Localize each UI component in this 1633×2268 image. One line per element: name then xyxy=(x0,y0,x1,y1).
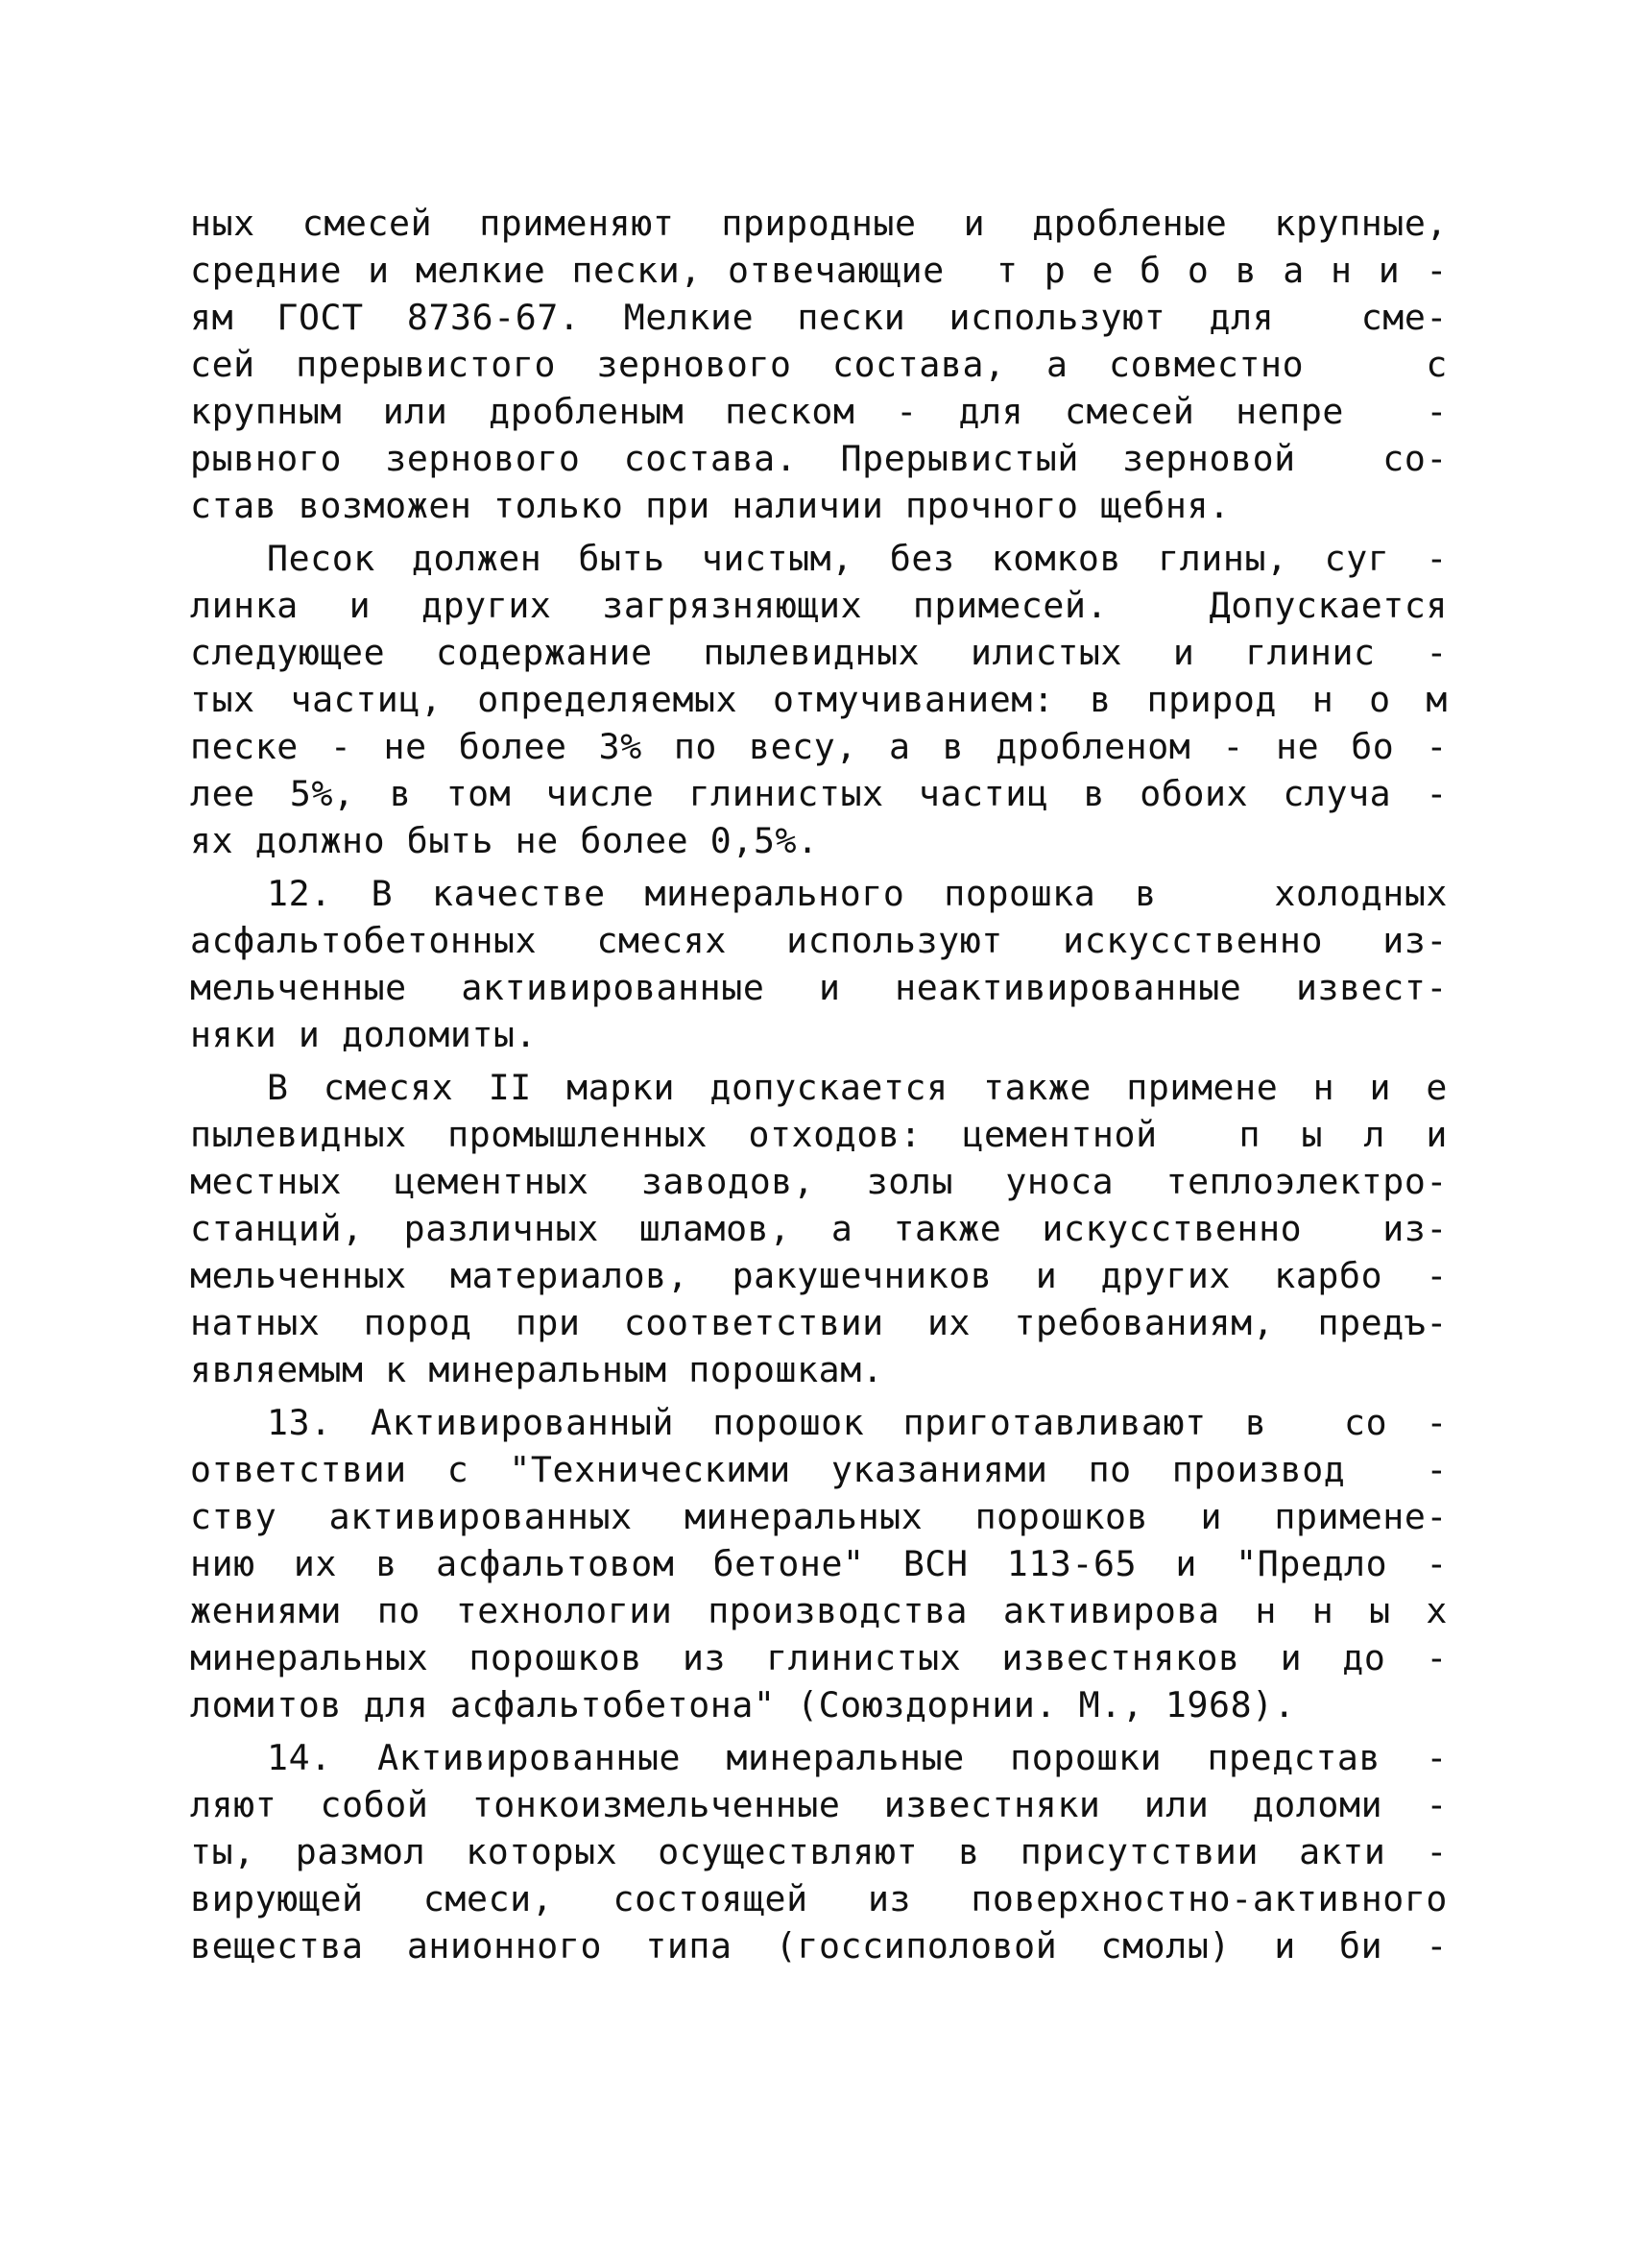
text-line: 14. Активированные минеральные порошки представ - xyxy=(267,1737,1448,1778)
text-line: местных цементных заводов, золы уноса теплоэлектро- xyxy=(190,1161,1448,1202)
text-line: лее 5%, в том числе глинистых частиц в обоих случа - xyxy=(190,773,1448,814)
text-line: В смесях II марки допускается также примене н и е xyxy=(267,1067,1448,1108)
text-line: асфальтобетонных смесях используют искусственно из- xyxy=(190,920,1448,961)
text-line: линка и других загрязняющих примесей. Допускается xyxy=(190,585,1448,626)
text-line: 12. В качестве минерального порошка в холодных xyxy=(267,873,1448,914)
paragraph-item-12 xyxy=(190,870,1448,1058)
text-line: нию их в асфальтовом бетоне" ВСН 113-65 и "Предло - xyxy=(190,1543,1448,1584)
body-text xyxy=(190,200,1448,1969)
text-line: ломитов для асфальтобетона" (Союздорнии. М., 1968). xyxy=(190,1684,1296,1725)
text-line: ных смесей применяют природные и дробленые крупные, xyxy=(190,203,1448,244)
text-line: минеральных порошков из глинистых известняков и до - xyxy=(190,1637,1448,1678)
text-line: станций, различных шламов, а также искусственно из- xyxy=(190,1208,1448,1249)
text-line: няки и доломиты. xyxy=(190,1014,538,1055)
text-line: ляют собой тонкоизмельченные известняки или доломи - xyxy=(190,1784,1448,1825)
paragraph-sand-cleanliness xyxy=(190,535,1448,864)
text-line: сей прерывистого зернового состава, а совместно с xyxy=(190,344,1448,385)
text-line: мельченные активированные и неактивированные извест- xyxy=(190,967,1448,1008)
text-line: вещества анионного типа (госсиполовой смолы) и би - xyxy=(190,1925,1448,1966)
paragraph-item-13 xyxy=(190,1399,1448,1728)
text-line: тых частиц, определяемых отмучиванием: в природ н о м xyxy=(190,679,1448,720)
text-line: пылевидных промышленных отходов: цементной п ы л и xyxy=(190,1114,1448,1155)
text-line: став возможен только при наличии прочного щебня. xyxy=(190,485,1231,526)
paragraph-sand-requirements xyxy=(190,200,1448,529)
text-line: крупным или дробленым песком - для смесей непре - xyxy=(190,391,1448,432)
text-line: ты, размол которых осуществляют в присутствии акти - xyxy=(190,1831,1448,1872)
text-line: средние и мелкие пески, отвечающие т р е б о в а н и - xyxy=(190,250,1448,291)
paragraph-grade-ii-mixtures xyxy=(190,1064,1448,1393)
text-line: ству активированных минеральных порошков и примене- xyxy=(190,1496,1448,1537)
text-line: 13. Активированный порошок приготавливают в со - xyxy=(267,1402,1448,1443)
text-line: ях должно быть не более 0,5%. xyxy=(190,820,819,861)
text-line: ям ГОСТ 8736-67. Мелкие пески используют для сме- xyxy=(190,297,1448,338)
text-line: песке - не более 3% по весу, а в дробленом - не бо - xyxy=(190,726,1448,767)
text-line: вирующей смеси, состоящей из поверхностно-активного xyxy=(190,1878,1448,1919)
paragraph-item-14 xyxy=(190,1734,1448,1969)
text-line: рывного зернового состава. Прерывистый зерновой со- xyxy=(190,438,1448,479)
text-line: следующее содержание пылевидных илистых и глинис - xyxy=(190,632,1448,673)
text-line: мельченных материалов, ракушечников и других карбо - xyxy=(190,1255,1448,1296)
text-line: являемым к минеральным порошкам. xyxy=(190,1349,884,1390)
text-line: Песок должен быть чистым, без комков глины, суг - xyxy=(267,538,1448,579)
text-line: натных пород при соответствии их требованиям, предъ- xyxy=(190,1302,1448,1343)
text-line: жениями по технологии производства активирова н н ы х xyxy=(190,1590,1448,1631)
text-line: ответствии с "Техническими указаниями по производ - xyxy=(190,1449,1448,1490)
